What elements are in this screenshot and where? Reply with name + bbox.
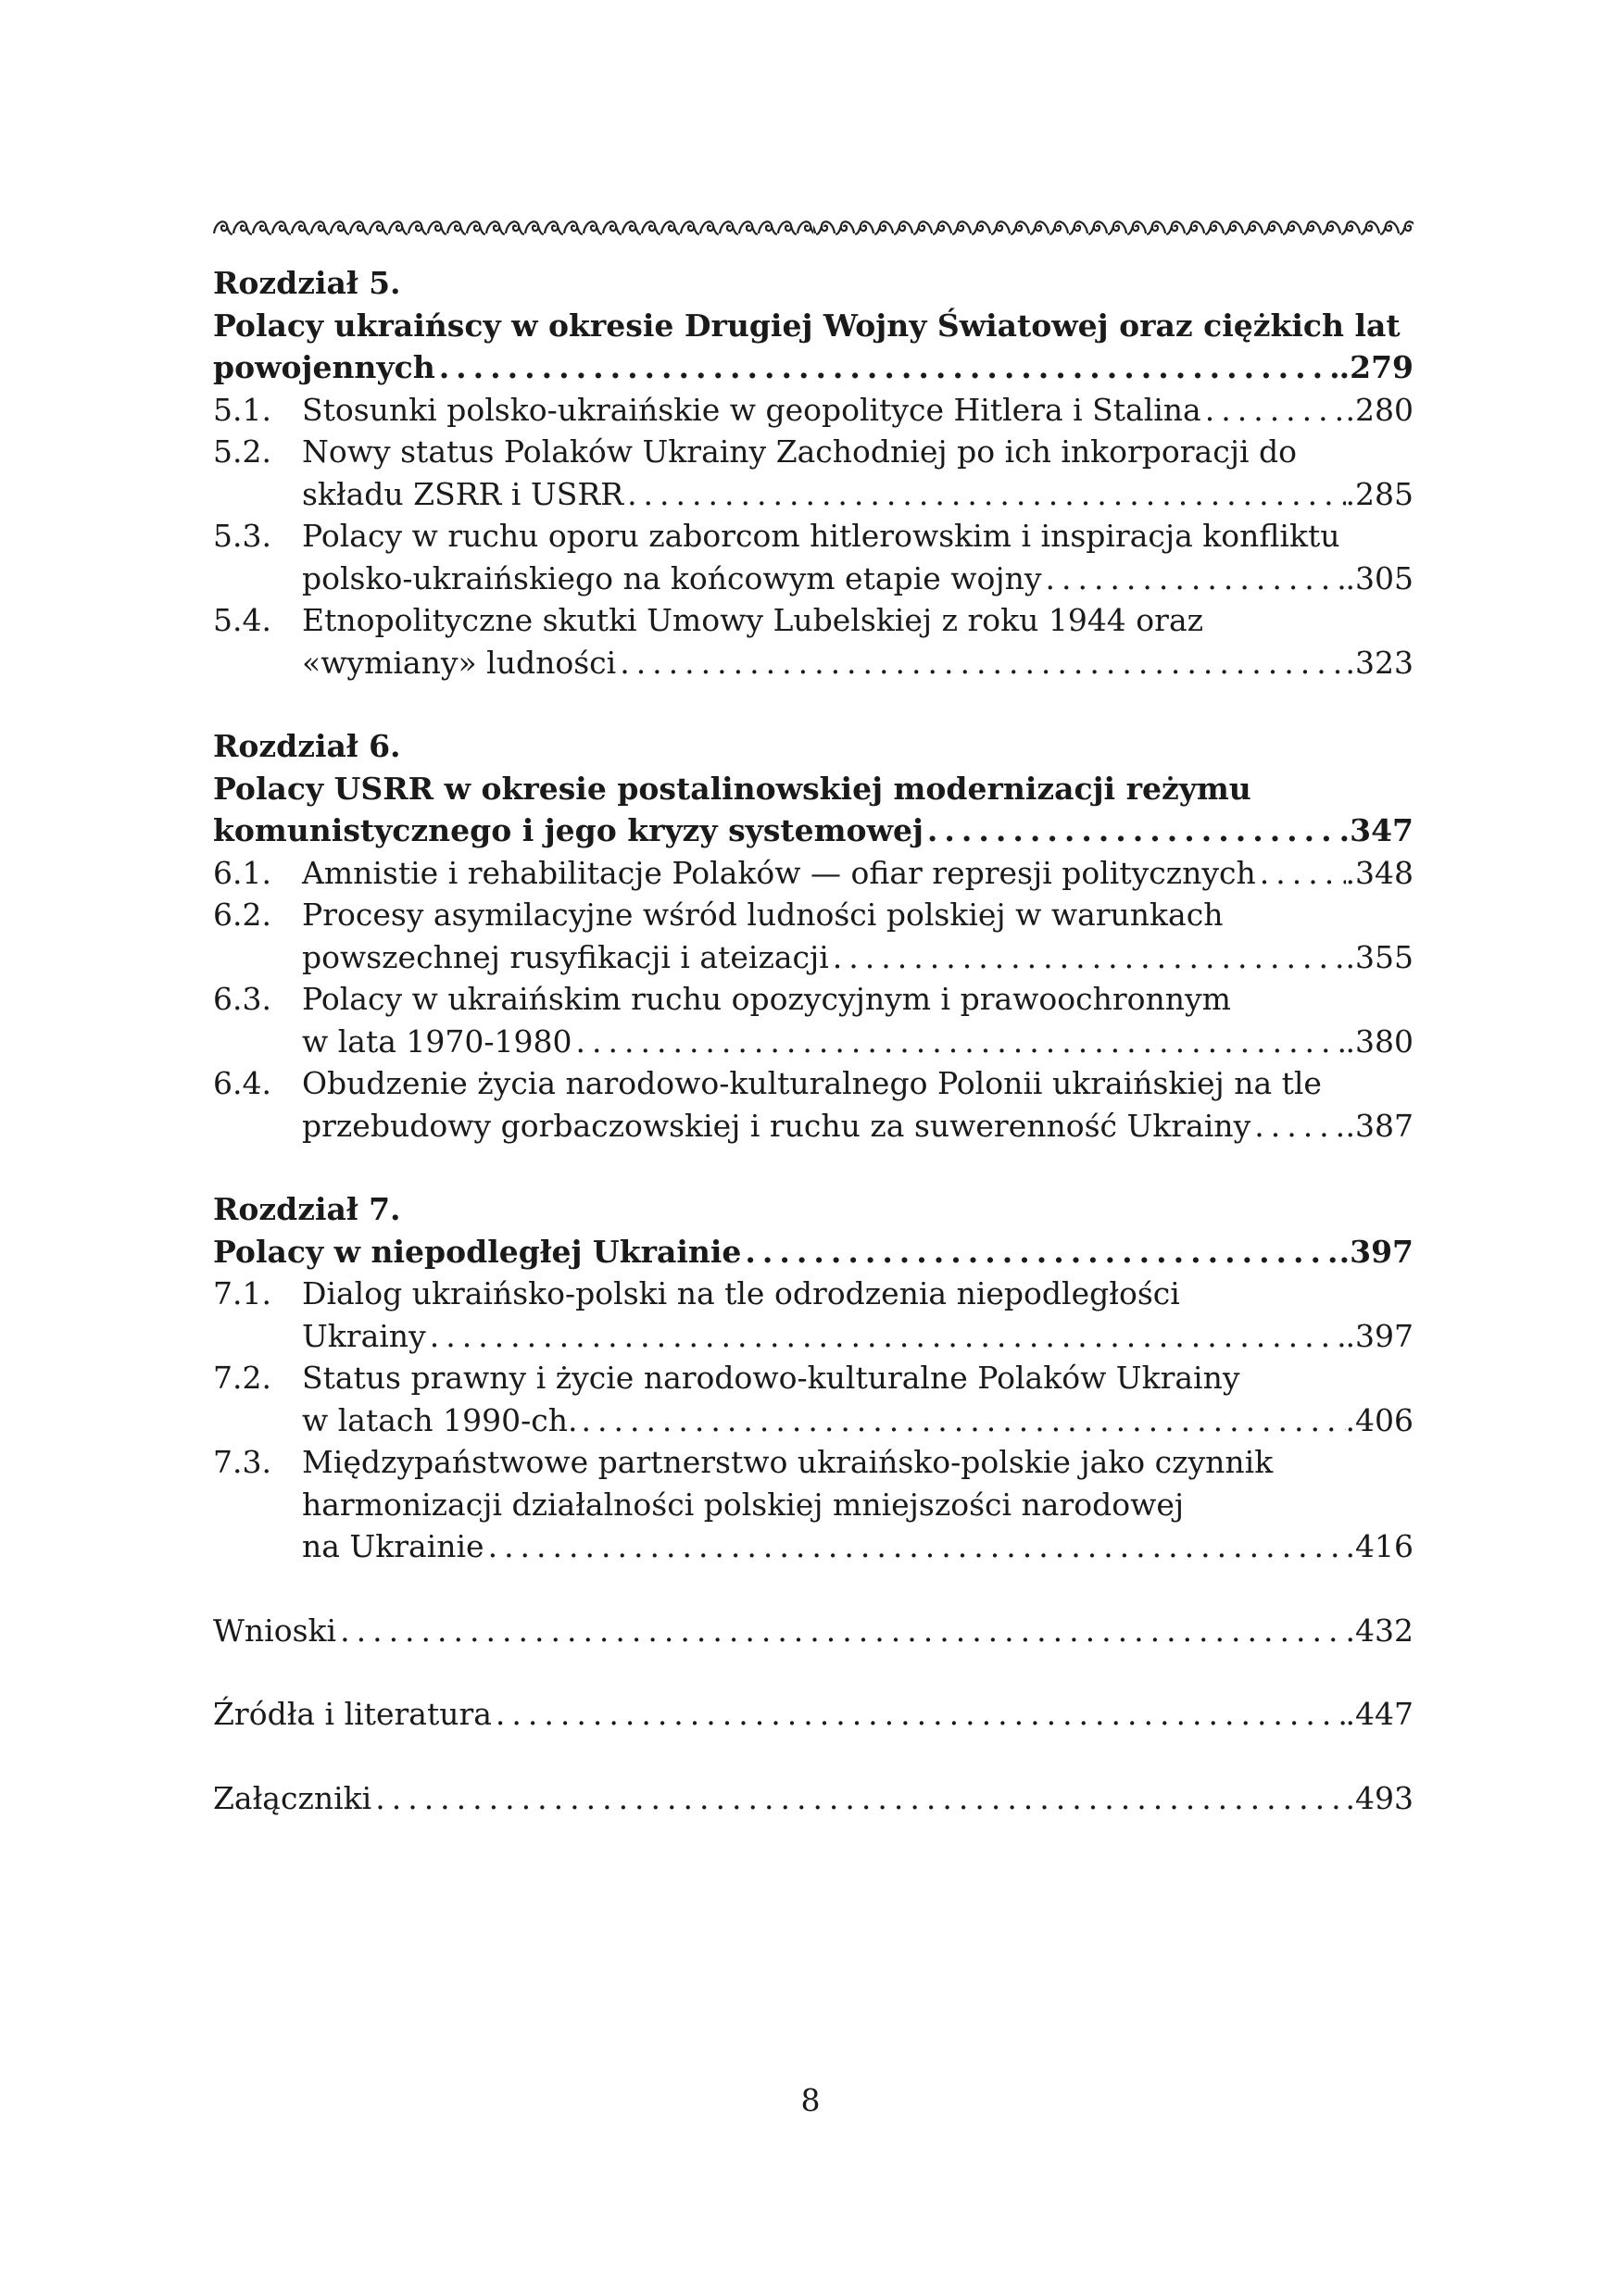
chapter-label: Rozdział 5. xyxy=(213,265,401,301)
chapter-title-entry[interactable] xyxy=(213,809,1414,852)
page-ref: .305 xyxy=(1345,559,1414,596)
section-title-entry xyxy=(302,558,1414,600)
section-title-entry xyxy=(302,852,1414,895)
section-title-line: Obudzenie życia narodowo-kulturalnego Polonii ukraińskiej na tle xyxy=(302,1065,1322,1101)
extra-title-text: Źródła i literatura xyxy=(213,1696,492,1732)
section-title-entry xyxy=(302,389,1414,432)
chapter-title-entry[interactable] xyxy=(213,346,1414,389)
section-title-entry xyxy=(302,1525,1414,1568)
extra-title-text: Wnioski xyxy=(213,1612,337,1649)
section-body xyxy=(302,389,1414,432)
dot-leader xyxy=(1041,558,1345,600)
chapter-title-line: Polacy ukraińscy w okresie Drugiej Wojny Światowej oraz ciężkich lat xyxy=(213,307,1401,344)
section-title-text: Ukrainy xyxy=(302,1317,426,1354)
section-body xyxy=(302,894,1414,978)
toc-extra-entry[interactable] xyxy=(213,1777,1414,1820)
page-ref: .280 xyxy=(1345,391,1414,428)
section-title-line: harmonizacji działalności polskiej mniejszości narodowej xyxy=(302,1486,1185,1523)
toc-entry[interactable] xyxy=(213,852,1414,895)
section-title-text: Amnistie i rehabilitacje Polaków — ofiar represji politycznych xyxy=(302,854,1256,891)
dot-leader xyxy=(741,1231,1338,1273)
dot-leader xyxy=(829,936,1346,979)
chapter-label: Rozdział 6. xyxy=(213,728,401,764)
toc-entry[interactable] xyxy=(213,1273,1414,1357)
dot-leader xyxy=(577,1399,1345,1442)
chapter-title-text: komunistycznego i jego kryzy systemowej xyxy=(213,812,924,848)
section-title-line: Status prawny i życie narodowo-kulturalne Polaków Ukrainy xyxy=(302,1360,1240,1396)
section-title-text: w lata 1970-1980 xyxy=(302,1023,572,1060)
section-title-line: Międzypaństwowe partnerstwo ukraińsko-polskie jako czynnik xyxy=(302,1444,1274,1480)
page-ref: .355 xyxy=(1345,938,1414,975)
dot-leader xyxy=(616,642,1345,684)
dot-leader xyxy=(924,809,1339,852)
section-number: 5.1. xyxy=(213,391,271,428)
section-body xyxy=(302,1273,1414,1357)
toc-entry[interactable] xyxy=(213,978,1414,1062)
section-title-entry xyxy=(302,473,1414,516)
page-number: 8 xyxy=(800,2082,821,2118)
section-title-entry xyxy=(302,1021,1414,1063)
section-number: 7.1. xyxy=(213,1275,271,1311)
section-number: 7.3. xyxy=(213,1444,271,1480)
section-body xyxy=(302,1062,1414,1147)
section-title-line: Dialog ukraińsko-polski na tle odrodzenia niepodległości xyxy=(302,1275,1180,1311)
chapter-block xyxy=(213,725,1414,1147)
section-title-text: «wymiany» ludności xyxy=(302,644,617,681)
page-ref: .406 xyxy=(1345,1401,1414,1438)
section-number: 6.4. xyxy=(213,1065,271,1101)
section-title-line: Polacy w ukraińskim ruchu opozycyjnym i prawoochronnym xyxy=(302,981,1231,1017)
dot-leader xyxy=(426,1315,1346,1358)
page-ref: .348 xyxy=(1345,854,1414,891)
section-number: 6.3. xyxy=(213,981,271,1017)
page-ref: .432 xyxy=(1345,1612,1414,1649)
dot-leader xyxy=(1201,389,1346,432)
page-ref: .447 xyxy=(1345,1696,1414,1732)
section-number: 6.1. xyxy=(213,854,271,891)
dot-leader xyxy=(1256,852,1346,895)
section-title-entry xyxy=(302,1315,1414,1358)
dot-leader xyxy=(371,1777,1345,1820)
dot-leader xyxy=(623,473,1345,516)
section-title-line: Procesy asymilacyjne wśród ludności polskiej w warunkach xyxy=(302,897,1224,933)
dot-leader xyxy=(336,1610,1345,1652)
chapter-block xyxy=(213,262,1414,684)
section-body xyxy=(302,852,1414,895)
toc-entry[interactable] xyxy=(213,599,1414,684)
toc-entry[interactable] xyxy=(213,894,1414,978)
section-number: 5.2. xyxy=(213,433,271,470)
chapter-title-text: Polacy w niepodległej Ukrainie xyxy=(213,1233,742,1270)
section-title-text: polsko-ukraińskiego na końcowym etapie wojny xyxy=(302,559,1042,596)
section-title-text: na Ukrainie xyxy=(302,1528,484,1564)
section-body xyxy=(302,1441,1414,1568)
section-title-entry xyxy=(302,936,1414,979)
chapter-label: Rozdział 7. xyxy=(213,1191,401,1227)
toc-extra-entry[interactable] xyxy=(213,1610,1414,1652)
page-ref: .416 xyxy=(1345,1528,1414,1564)
wave-ornament-icon xyxy=(213,215,1414,241)
page-ref: .285 xyxy=(1345,475,1414,512)
toc-entry[interactable] xyxy=(213,1357,1414,1441)
section-body xyxy=(302,431,1414,515)
section-title-entry xyxy=(302,1105,1414,1148)
page-ref: .347 xyxy=(1338,812,1414,848)
chapter-title-line: Polacy USRR w okresie postalinowskiej modernizacji reżymu xyxy=(213,770,1251,807)
page-ref: .387 xyxy=(1345,1107,1414,1144)
section-title-text: powszechnej rusyfikacji i ateizacji xyxy=(302,938,829,975)
page-ref: .279 xyxy=(1338,349,1414,385)
chapter-block xyxy=(213,1188,1414,1568)
toc-entry[interactable] xyxy=(213,515,1414,599)
dot-leader xyxy=(572,1021,1346,1063)
section-title-entry xyxy=(302,1399,1414,1442)
extra-title-text: Załączniki xyxy=(213,1779,372,1816)
section-title-text: Stosunki polsko-ukraińskie w geopolityce Hitlera i Stalina xyxy=(302,391,1201,428)
section-number: 5.3. xyxy=(213,518,271,554)
section-title-text: przebudowy gorbaczowskiej i ruchu za suwerenność Ukrainy xyxy=(302,1107,1251,1144)
section-body xyxy=(302,515,1414,599)
page-ref: .397 xyxy=(1338,1233,1414,1270)
page-ref: .323 xyxy=(1345,644,1414,681)
section-body xyxy=(302,978,1414,1062)
dot-leader xyxy=(435,346,1339,389)
chapter-title-entry[interactable] xyxy=(213,1231,1414,1273)
section-title-line: Polacy w ruchu oporu zaborcom hitlerowskim i inspiracja konfliktu xyxy=(302,518,1340,554)
toc-entry[interactable] xyxy=(213,389,1414,432)
section-number: 5.4. xyxy=(213,602,271,638)
toc-extra-entry[interactable] xyxy=(213,1693,1414,1736)
section-body xyxy=(302,1357,1414,1441)
section-number: 7.2. xyxy=(213,1360,271,1396)
section-title-entry xyxy=(302,642,1414,684)
table-of-contents xyxy=(213,262,1414,1861)
section-body xyxy=(302,599,1414,684)
page-ref: .397 xyxy=(1345,1317,1414,1354)
toc-entry[interactable] xyxy=(213,1062,1414,1147)
section-title-line: Nowy status Polaków Ukrainy Zachodniej po ich inkorporacji do xyxy=(302,433,1297,470)
section-number: 6.2. xyxy=(213,897,271,933)
section-title-text: w latach 1990-ch. xyxy=(302,1401,578,1438)
dot-leader xyxy=(484,1525,1346,1568)
ornament-border xyxy=(213,215,1414,241)
page-ref: .493 xyxy=(1345,1779,1414,1816)
section-title-line: Etnopolityczne skutki Umowy Lubelskiej z roku 1944 oraz xyxy=(302,602,1204,638)
section-title-text: składu ZSRR i USRR xyxy=(302,475,624,512)
dot-leader xyxy=(492,1693,1346,1736)
dot-leader xyxy=(1250,1105,1345,1148)
toc-entry[interactable] xyxy=(213,1441,1414,1568)
toc-entry[interactable] xyxy=(213,431,1414,515)
chapter-title-text: powojennych xyxy=(213,349,435,385)
page-ref: .380 xyxy=(1345,1023,1414,1060)
